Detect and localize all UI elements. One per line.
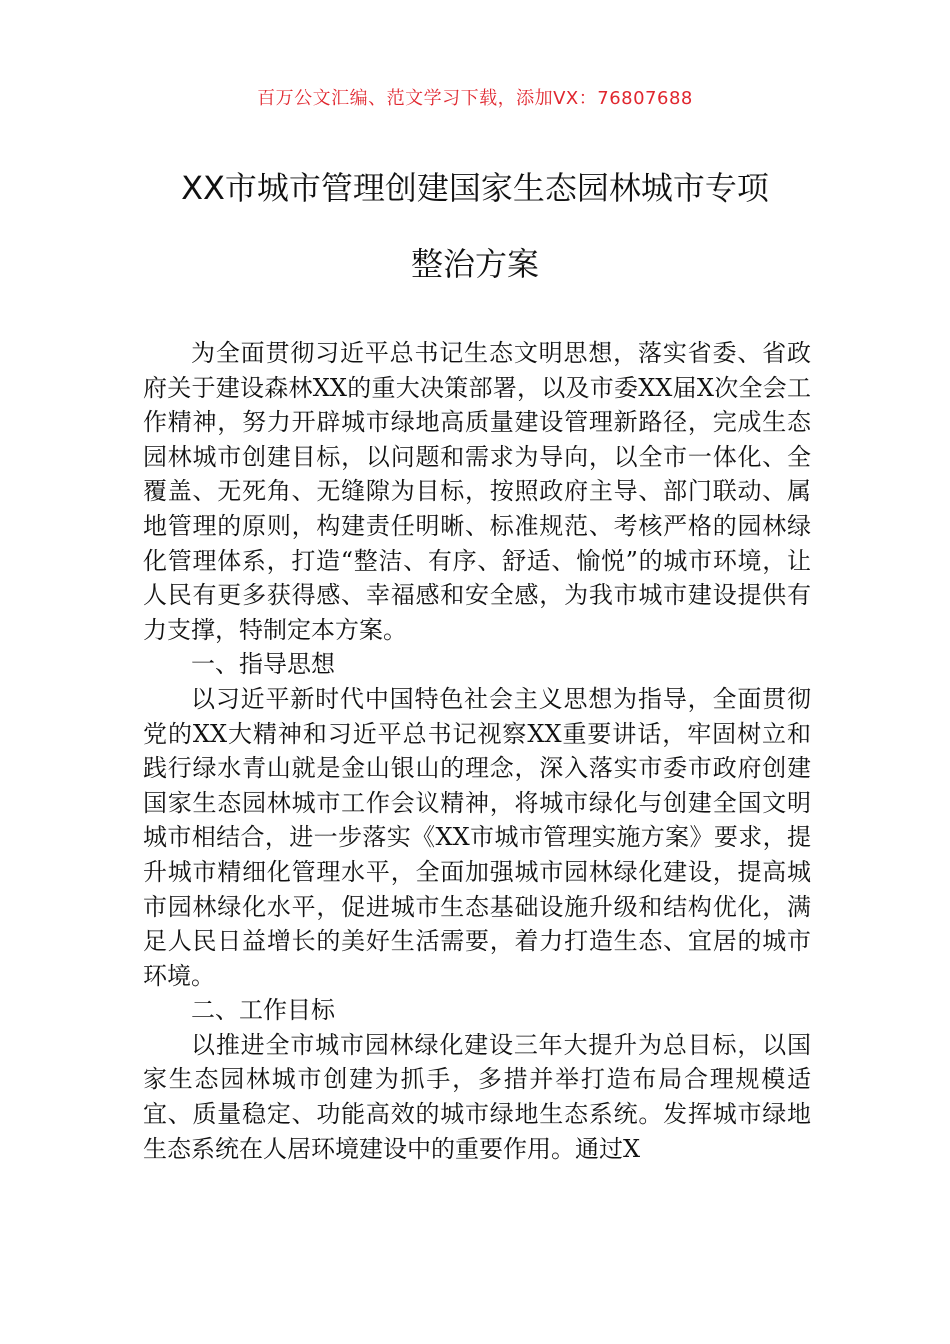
document-title bbox=[120, 150, 830, 302]
section-heading-guiding-ideology: 一、指导思想 bbox=[191, 650, 335, 679]
work-goals-paragraph: 以推进全市城市园林绿化建设三年大提升为总目标，以国家生态园林城市创建为抓手，多措并举打造布局合理规模适宜、质量稳定、功能高效的城市绿地生态系统。发挥城市绿地生态系统在人居环境建设中的重要作用。通过X bbox=[143, 1030, 811, 1163]
section-heading-work-goals: 二、工作目标 bbox=[191, 996, 335, 1025]
title-line-2: 整治方案 bbox=[410, 245, 539, 283]
intro-paragraph: 为全面贯彻习近平总书记生态文明思想，落实省委、省政府关于建设森林XX的重大决策部署，以及市委XX届X次全会工作精神，努力开辟城市绿地高质量建设管理新路径，完成生态园林城市创建目标，以问题和需求为导向，以全市一体化、全覆盖、无死角、无缝隙为目标，按照政府主导、部门联动、属地管理的原则，构建责任明晰、标准规范、考核严格的园林绿化管理体系，打造“整洁、有序、舒适、愉悦”的城市环境，让人民有更多获得感、幸福感和安全感，为我市城市建设提供有力支撑，特制定本方案。 bbox=[143, 339, 811, 644]
watermark-banner: 百万公文汇编、范文学习下载，添加VX：76807688 bbox=[257, 88, 693, 109]
document-body bbox=[143, 336, 811, 1166]
title-line-1: XX市城市管理创建国家生态园林城市专项 bbox=[181, 169, 769, 207]
guiding-ideology-paragraph: 以习近平新时代中国特色社会主义思想为指导，全面贯彻党的XX大精神和习近平总书记视察XX重要讲话，牢固树立和践行绿水青山就是金山银山的理念，深入落实市委市政府创建国家生态园林城市工作会议精神，将城市绿化与创建全国文明城市相结合，进一步落实《XX市城市管理实施方案》要求，提升城市精细化管理水平，全面加强城市园林绿化建设，提高城市园林绿化水平，促进城市生态基础设施升级和结构优化，满足人民日益增长的美好生活需要，着力打造生态、宜居的城市环境。 bbox=[143, 684, 811, 990]
